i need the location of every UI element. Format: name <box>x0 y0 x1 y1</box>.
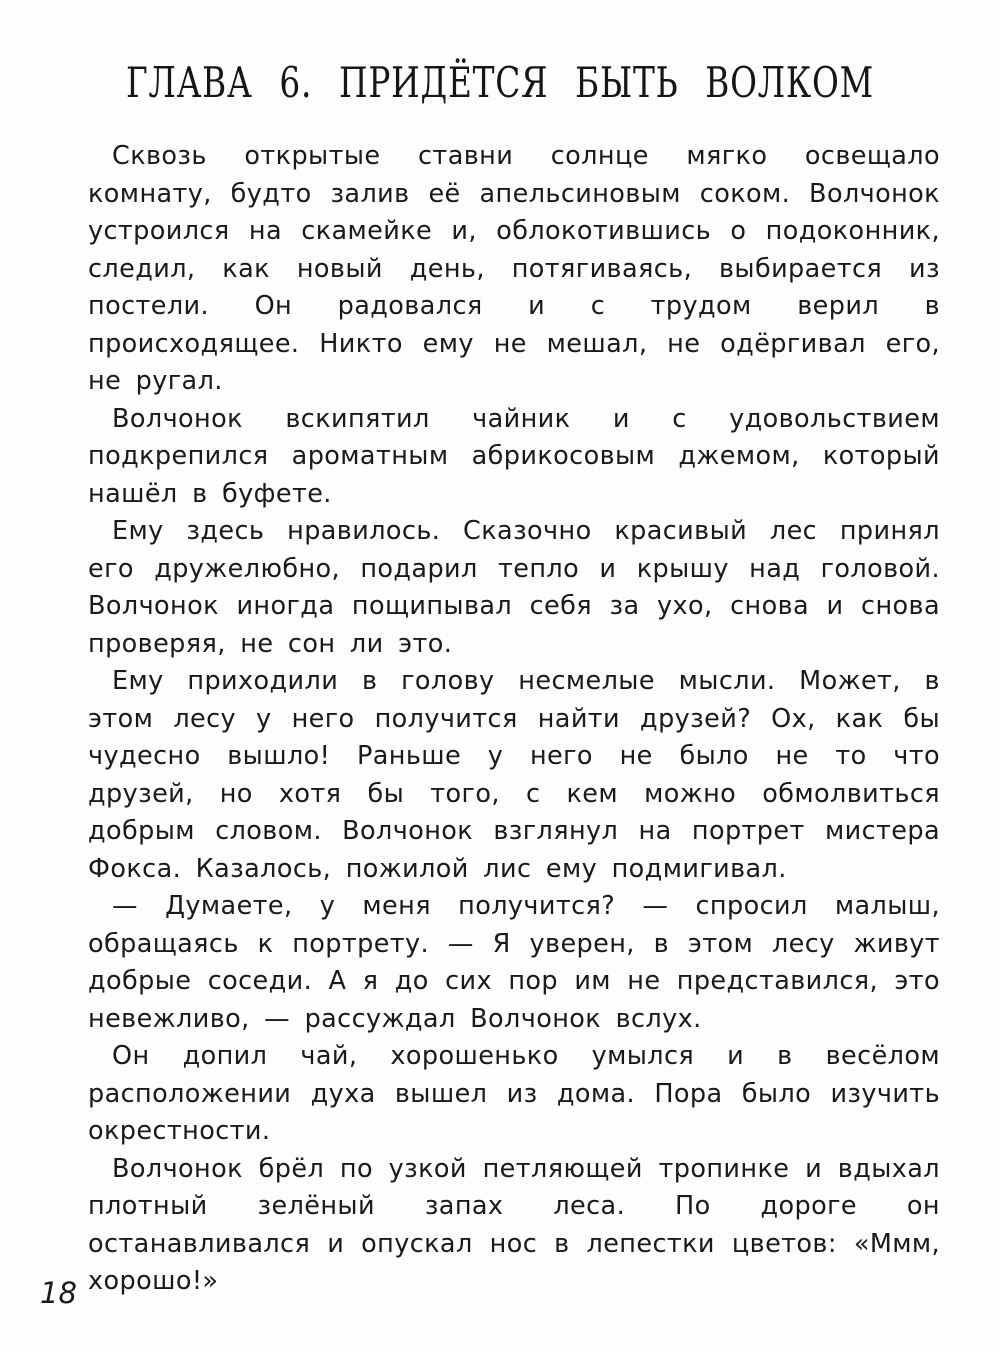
paragraph: Волчонок вскипятил чайник и с удовольствием подкрепился ароматным абрикосовым джемом, который нашёл в буфете. <box>88 403 940 509</box>
paragraph: Сквозь открытые ставни солнце мягко освещало комнату, будто залив её апельсиновым соком. Волчонок устроился на скамейке и, облокотившись о подоконник, следил, как новый день, потягиваясь, выбирается из постели. Он радовался и с трудом верил в происходящее. Никто ему не мешал, не одёргивал его, не ругал. <box>88 141 940 396</box>
paragraph: Волчонок брёл по узкой петляющей тропинке и вдыхал плотный зелёный запах леса. По дороге он останавливался и опускал нос в лепестки цветов: «Ммм, хорошо!» <box>88 1153 940 1296</box>
paragraph: Он допил чай, хорошенько умылся и в весёлом расположении духа вышел из дома. Пора было изучить окрестности. <box>88 1041 940 1146</box>
chapter-body <box>88 138 940 1301</box>
paragraph: Ему приходили в голову несмелые мысли. Может, в этом лесу у него получится найти друзей? Ох, как бы чудесно вышло! Раньше у него не было не то что друзей, но хотя бы того, с кем можно обмолвиться добрым словом. Волчонок взглянул на портрет мистера Фокса. Казалось, пожилой лис ему подмигивал. <box>88 666 940 884</box>
chapter-title: ГЛАВА 6. ПРИДЁТСЯ БЫТЬ ВОЛКОМ <box>125 58 875 107</box>
paragraph: Ему здесь нравилось. Сказочно красивый лес принял его дружелюбно, подарил тепло и крышу над головой. Волчонок иногда пощипывал себя за ухо, снова и снова проверяя, не сон ли это. <box>88 516 940 659</box>
page-number: 18 <box>40 1276 77 1310</box>
paragraph: — Думаете, у меня получится? — спросил малыш, обращаясь к портрету. — Я уверен, в этом лесу живут добрые соседи. А я до сих пор им не представился, это невежливо, — рассуждал Волчонок вслух. <box>88 891 940 1034</box>
